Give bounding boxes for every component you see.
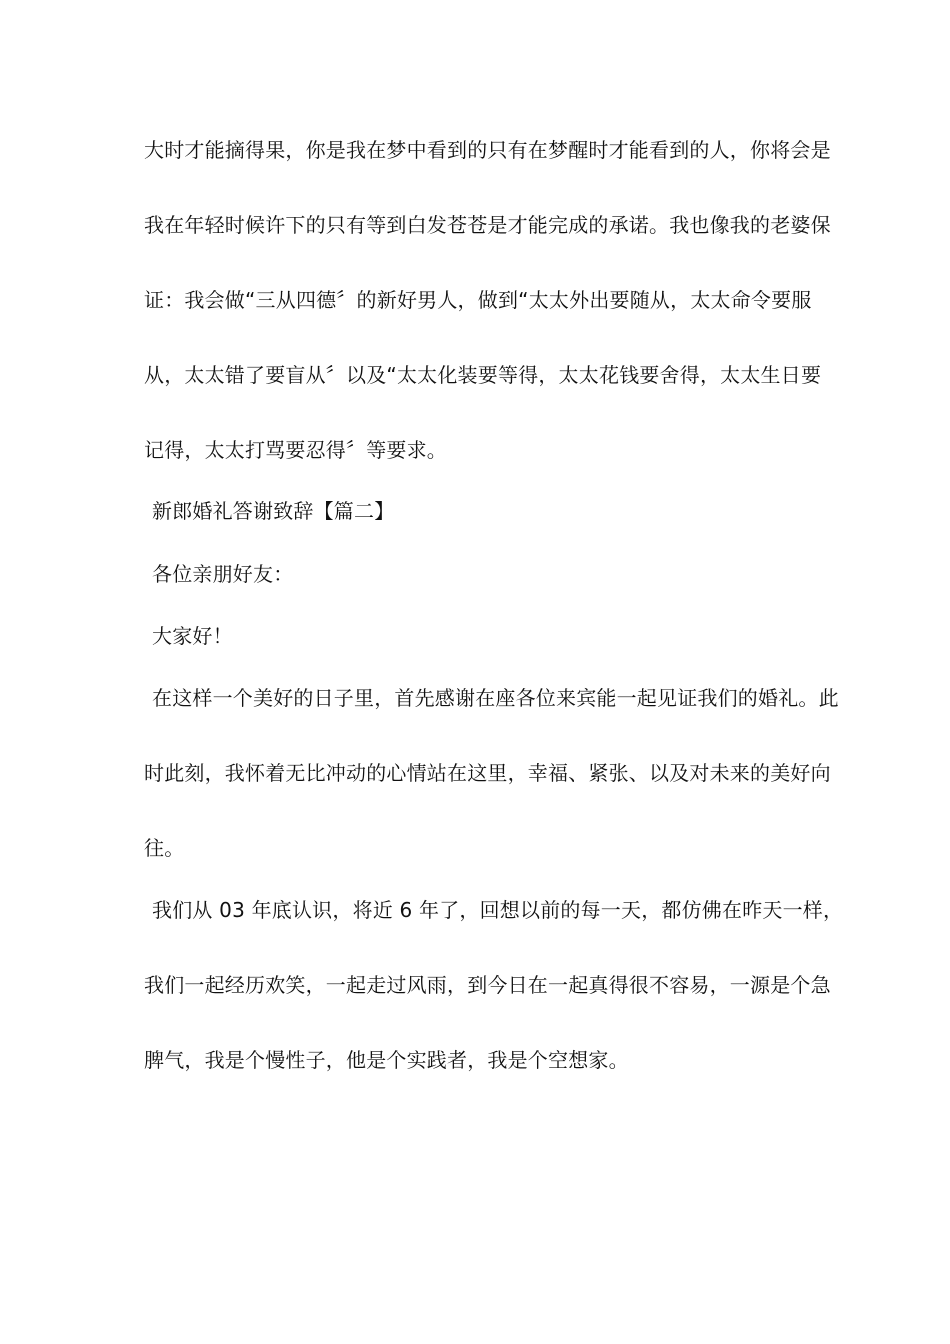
paragraph-line: 从，太太错了要盲从〞以及“太太化装要等得，太太花钱要舍得，太太生日要: [144, 363, 822, 387]
paragraph-line: 在这样一个美好的日子里，首先感谢在座各位来宾能一起见证我们的婚礼。此: [152, 686, 839, 710]
paragraph-line: 大时才能摘得果，你是我在梦中看到的只有在梦醒时才能看到的人，你将会是: [144, 138, 831, 162]
paragraph-line: 脾气，我是个慢性子，他是个实践者，我是个空想家。: [144, 1048, 629, 1072]
paragraph-line: 记得，太太打骂要忍得〞等要求。: [144, 438, 447, 462]
paragraph-line: 时此刻，我怀着无比冲动的心情站在这里，幸福、紧张、以及对未来的美好向: [144, 761, 831, 785]
greeting: 大家好！: [152, 624, 233, 648]
section-heading: 新郎婚礼答谢致辞【篇二】: [152, 499, 395, 523]
paragraph-line: 我们从 03 年底认识，将近 6 年了，回想以前的每一天，都仿佛在昨天一样，: [152, 898, 844, 922]
paragraph-line: 往。: [144, 836, 185, 860]
paragraph-line: 证：我会做“三从四德〞的新好男人，做到“太太外出要随从，太太命令要服: [144, 288, 812, 312]
salutation: 各位亲朋好友：: [152, 562, 294, 586]
paragraph-line: 我在年轻时候许下的只有等到白发苍苍是才能完成的承诺。我也像我的老婆保: [144, 213, 831, 237]
paragraph-line: 我们一起经历欢笑，一起走过风雨，到今日在一起真得很不容易，一源是个急: [144, 973, 831, 997]
